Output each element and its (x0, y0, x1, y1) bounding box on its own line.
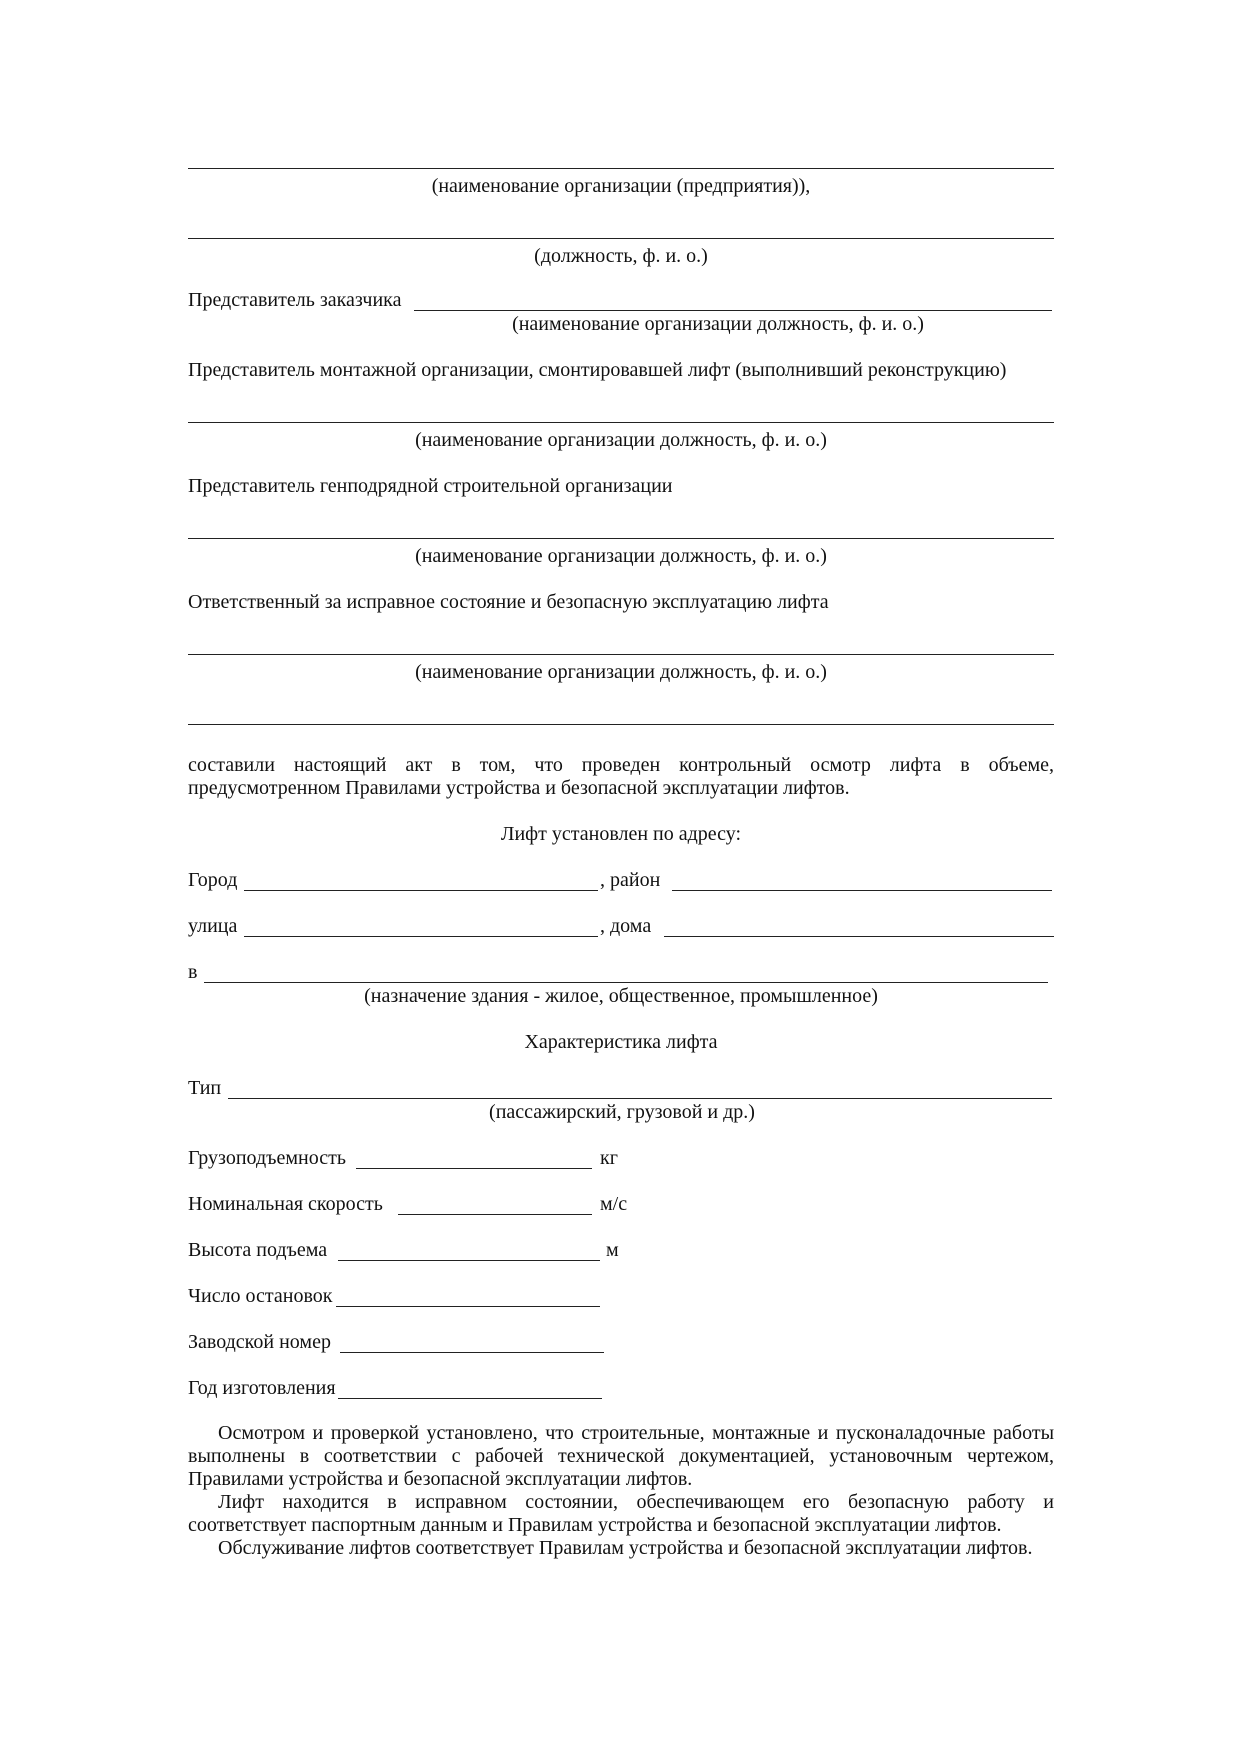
stops-row (188, 1284, 688, 1312)
customer-blank-line (414, 310, 1052, 311)
organization-caption: (наименование организации (предприятия)), (431, 175, 811, 197)
position-blank-line (188, 238, 1054, 239)
responsible-label: Ответственный за исправное состояние и безопасную эксплуатацию лифта (188, 591, 829, 613)
speed-blank-line (398, 1214, 592, 1215)
position-caption: (должность, ф. и. о.) (534, 245, 708, 267)
responsible-blank-line (188, 654, 1054, 655)
year-blank-line (338, 1398, 602, 1399)
type-label: Тип (188, 1077, 222, 1099)
conclusion-paragraph-1: Осмотром и проверкой установлено, что строительные, монтажные и пусконаладочные работы выполнены в соответствии с рабочей технической документацией, установочным чертежом, Правилами устройства и безопасной эксплуатации лифтов. (188, 1422, 1054, 1490)
customer-caption: (наименование организации должность, ф. и. о.) (512, 313, 924, 335)
organization-blank-line (188, 168, 1054, 169)
capacity-blank-line (356, 1168, 592, 1169)
general-contractor-blank-line (188, 538, 1054, 539)
conclusion-paragraph-3: Обслуживание лифтов соответствует Правилам устройства и безопасной эксплуатации лифтов. (218, 1537, 1033, 1559)
capacity-label: Грузоподъемность (188, 1147, 346, 1169)
act-statement: составили настоящий акт в том, что проведен контрольный осмотр лифта в объеме, предусмотренном Правилами устройства и безопасной эксплуатации лифтов. (188, 754, 1054, 799)
type-blank-line (228, 1098, 1052, 1099)
district-blank-line (672, 890, 1052, 891)
general-contractor-caption: (наименование организации должность, ф. и. о.) (415, 545, 827, 567)
city-label: Город (188, 869, 238, 891)
stops-label: Число остановок (188, 1285, 333, 1307)
type-caption: (пассажирский, грузовой и др.) (489, 1101, 755, 1123)
capacity-unit: кг (600, 1147, 618, 1169)
city-blank-line (244, 890, 598, 891)
serial-row (188, 1330, 688, 1358)
customer-label: Представитель заказчика (188, 289, 402, 311)
building-blank-line (204, 982, 1048, 983)
district-label: , район (600, 869, 661, 891)
address-heading: Лифт установлен по адресу: (500, 823, 742, 845)
capacity-row (188, 1146, 688, 1174)
height-unit: м (606, 1239, 619, 1261)
building-caption: (назначение здания - жилое, общественное, промышленное) (364, 985, 878, 1007)
street-label: улица (188, 915, 238, 937)
height-label: Высота подъема (188, 1239, 328, 1261)
city-row (188, 868, 1054, 896)
conclusion-paragraph-2: Лифт находится в исправном состоянии, обеспечивающем его безопасную работу и соответствует паспортным данным и Правилам устройства и безопасной эксплуатации лифтов. (188, 1491, 1054, 1536)
speed-label: Номинальная скорость (188, 1193, 383, 1215)
house-blank-line (664, 936, 1054, 937)
installer-label: Представитель монтажной организации, смонтировавшей лифт (выполнивший реконструкцию) (188, 359, 1007, 381)
year-label: Год изготовления (188, 1377, 336, 1399)
street-row (188, 914, 1054, 942)
height-row (188, 1238, 688, 1266)
installer-blank-line (188, 422, 1054, 423)
house-label: , дома (600, 915, 652, 937)
year-row (188, 1376, 688, 1404)
speed-row (188, 1192, 688, 1220)
installer-caption: (наименование организации должность, ф. и. о.) (415, 429, 827, 451)
stops-blank-line (336, 1306, 600, 1307)
serial-blank-line (340, 1352, 604, 1353)
building-prefix: в (188, 961, 198, 983)
characteristics-heading: Характеристика лифта (524, 1031, 718, 1053)
conclusion-block (188, 1422, 1054, 1560)
speed-unit: м/с (600, 1193, 628, 1215)
general-contractor-label: Представитель генподрядной строительной организации (188, 475, 673, 497)
extra-blank-line (188, 724, 1054, 725)
responsible-caption: (наименование организации должность, ф. и. о.) (415, 661, 827, 683)
street-blank-line (244, 936, 598, 937)
serial-label: Заводской номер (188, 1331, 331, 1353)
height-blank-line (338, 1260, 600, 1261)
